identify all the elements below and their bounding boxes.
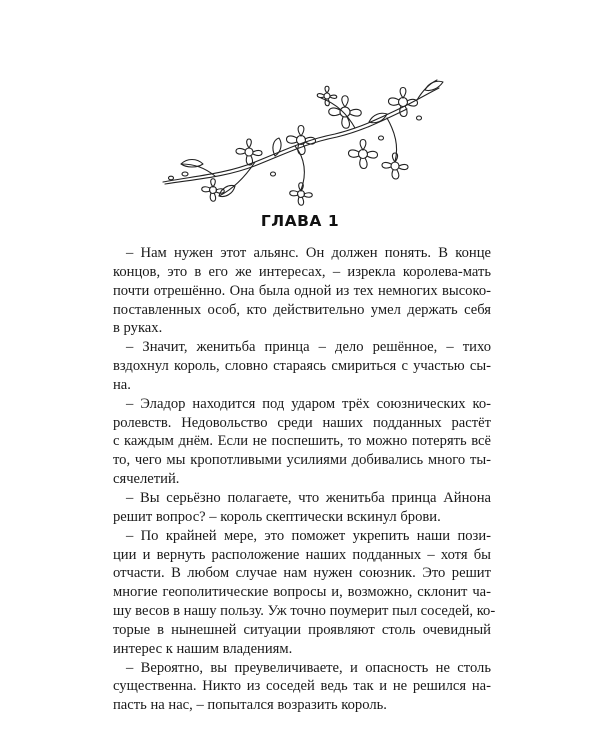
text-line: – Элaдор находится под ударом трёх союзнических ко- xyxy=(126,395,491,412)
text-line: на. xyxy=(113,376,131,393)
text-line: многие геополитические вопросы и, возможно, склонит ча- xyxy=(113,584,491,601)
text-line: пасть на нас, – попытался возразить король. xyxy=(113,697,387,714)
text-line: шу весов в нашу пользу. Уж точно поумерит пыл соседей, ко- xyxy=(113,603,496,620)
text-line: отчасти. В любом случае нам нужен союзник. Это решит xyxy=(113,565,491,582)
cherry-blossom-ornament-icon xyxy=(155,78,445,210)
chapter-title: ГЛАВА 1 xyxy=(260,212,340,230)
text-line: – По крайней мере, это поможет укрепить наши пози- xyxy=(126,527,491,544)
text-line: существенна. Никто из соседей ведь так и не решился на- xyxy=(113,678,491,695)
text-line: с каждым днём. Если не поспешить, то можно потерять всё xyxy=(113,433,491,450)
paragraph xyxy=(113,527,496,659)
paragraph xyxy=(113,244,491,338)
text-line: – Вы серьёзно полагаете, что женитьба принца Айнона xyxy=(126,489,491,506)
text-line: то, чего мы кропотливыми усилиями добивались много ты- xyxy=(113,452,491,469)
paragraph xyxy=(113,659,491,716)
text-line: торые в нынешней ситуации проявляют столь очевидный xyxy=(113,621,491,638)
paragraph xyxy=(113,489,491,527)
text-line: сячелетий. xyxy=(113,471,180,488)
chapter-text xyxy=(113,244,496,715)
text-line: ции и вернуть расположение наших подданных – хотя бы xyxy=(113,546,491,563)
text-line: интерес к нашим владениям. xyxy=(113,640,293,657)
paragraph xyxy=(113,338,491,395)
text-line: концов, это в его же интересах, – изрекла королева-мать xyxy=(113,263,491,280)
text-line: ролевств. Недовольство среди наших подданных растёт xyxy=(113,414,491,431)
text-line: – Вероятно, вы преувеличиваете, и опасность не столь xyxy=(126,659,491,676)
paragraph xyxy=(113,395,491,489)
text-line: в руках. xyxy=(113,320,163,337)
text-line: вздохнул король, словно стараясь смириться с участью сы- xyxy=(113,358,491,375)
text-line: – Значит, женитьба принца – дело решённое, – тихо xyxy=(126,339,491,356)
text-line: почти отрешённо. Она была одной из тех немногих высоко- xyxy=(113,282,491,299)
text-line: – Нам нужен этот альянс. Он должен понять. В конце xyxy=(126,245,491,261)
text-line: поставленных особ, кто действительно умел держать себя xyxy=(113,301,491,318)
text-line: решит вопрос? – король скептически вскинул брови. xyxy=(113,508,441,525)
